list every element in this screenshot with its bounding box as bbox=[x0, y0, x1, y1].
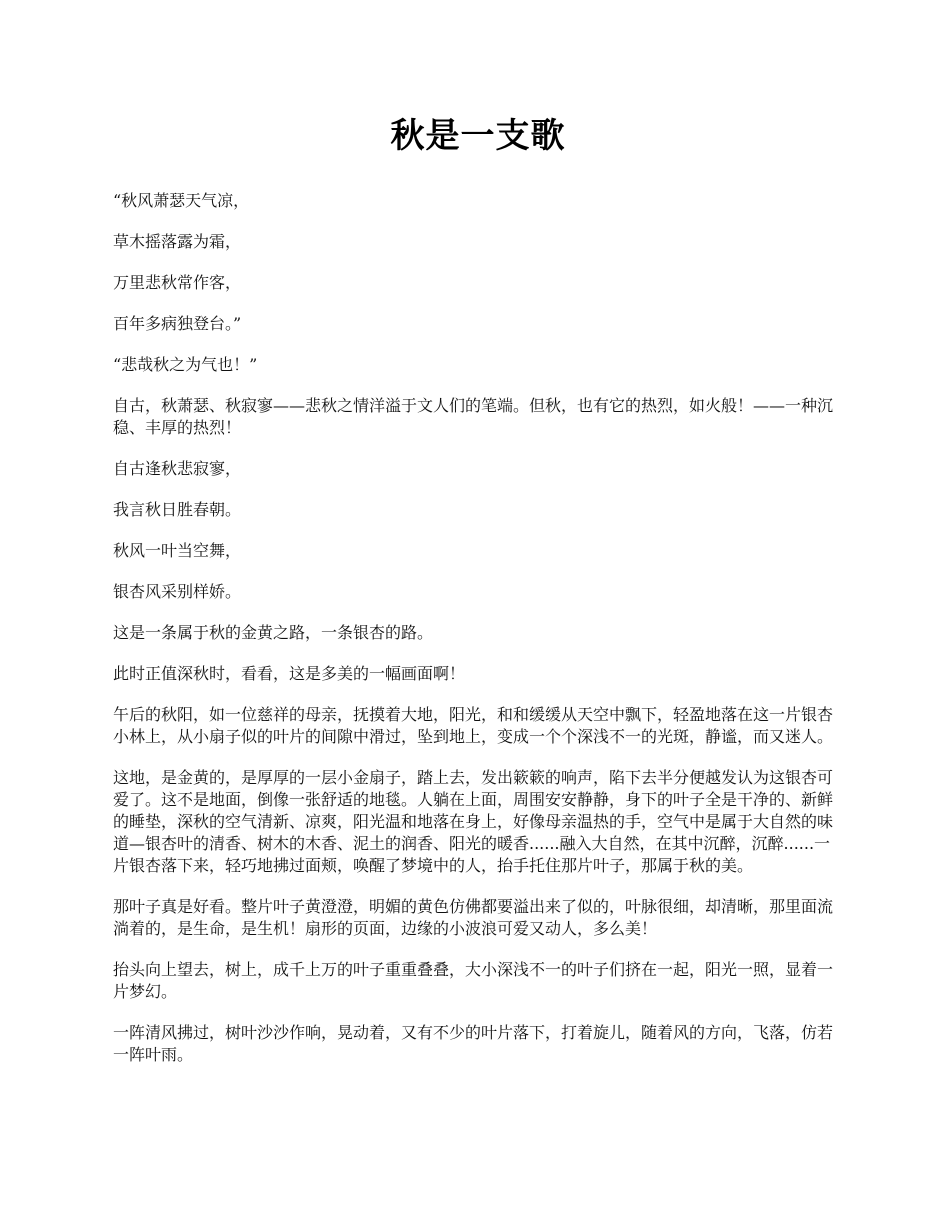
paragraph: 这地，是金黄的，是厚厚的一层小金扇子，踏上去，发出簌簌的响声，陷下去半分便越发认为这银杏可爱了。这不是地面，倒像一张舒适的地毯。人躺在上面，周围安安静静，身下的叶子全是干净的、新鲜的睡垫，深秋的空气清新、凉爽，阳光温和地落在身上，好像母亲温热的手，空气中是属于大自然的味道—银杏叶的清香、树木的木香、泥土的润香、阳光的暖香......融入大自然，在其中沉醉，沉醉......一片银杏落下来，轻巧地拂过面颊，唤醒了梦境中的人，抬手托住那片叶子，那属于秋的美。 bbox=[113, 768, 834, 875]
paragraph: 我言秋日胜春朝。 bbox=[113, 500, 242, 519]
document-page bbox=[113, 112, 843, 1085]
paragraph: 草木摇落露为霜， bbox=[113, 232, 242, 251]
paragraph: 百年多病独登台。” bbox=[113, 314, 242, 333]
document-title: 秋是一支歌 bbox=[390, 116, 566, 156]
paragraph: 秋风一叶当空舞， bbox=[113, 541, 242, 560]
paragraph: 万里悲秋常作客， bbox=[113, 273, 242, 292]
paragraph: 那叶子真是好看。整片叶子黄澄澄，明媚的黄色仿佛都要溢出来了似的，叶脉很细，却清晰，那里面流淌着的，是生命，是生机！扇形的页面，边缘的小波浪可爱又动人，多么美！ bbox=[113, 897, 834, 938]
paragraph: 午后的秋阳，如一位慈祥的母亲，抚摸着大地，阳光，和和缓缓从天空中飘下，轻盈地落在这一片银杏小林上，从小扇子似的叶片的间隙中滑过，坠到地上，变成一个个深浅不一的光斑，静谧，而又迷人。 bbox=[113, 705, 834, 746]
paragraph: 银杏风采别样娇。 bbox=[113, 582, 242, 601]
paragraph: “秋风萧瑟天气凉， bbox=[113, 191, 250, 210]
document-body bbox=[113, 190, 843, 1066]
paragraph: 这是一条属于秋的金黄之路，一条银杏的路。 bbox=[113, 623, 434, 642]
paragraph: 此时正值深秋时，看看，这是多美的一幅画面啊！ bbox=[113, 664, 466, 683]
paragraph: 自古逢秋悲寂寥， bbox=[113, 459, 242, 478]
paragraph: 一阵清风拂过，树叶沙沙作响，晃动着，又有不少的叶片落下，打着旋儿，随着风的方向，飞落，仿若一阵叶雨。 bbox=[113, 1023, 834, 1064]
paragraph: 自古，秋萧瑟、秋寂寥——悲秋之情洋溢于文人们的笔端。但秋，也有它的热烈，如火般！——一种沉稳、丰厚的热烈！ bbox=[113, 396, 834, 437]
paragraph: “悲哉秋之为气也！” bbox=[113, 355, 258, 374]
paragraph: 抬头向上望去，树上，成千上万的叶子重重叠叠，大小深浅不一的叶子们挤在一起，阳光一照，显着一片梦幻。 bbox=[113, 960, 834, 1001]
